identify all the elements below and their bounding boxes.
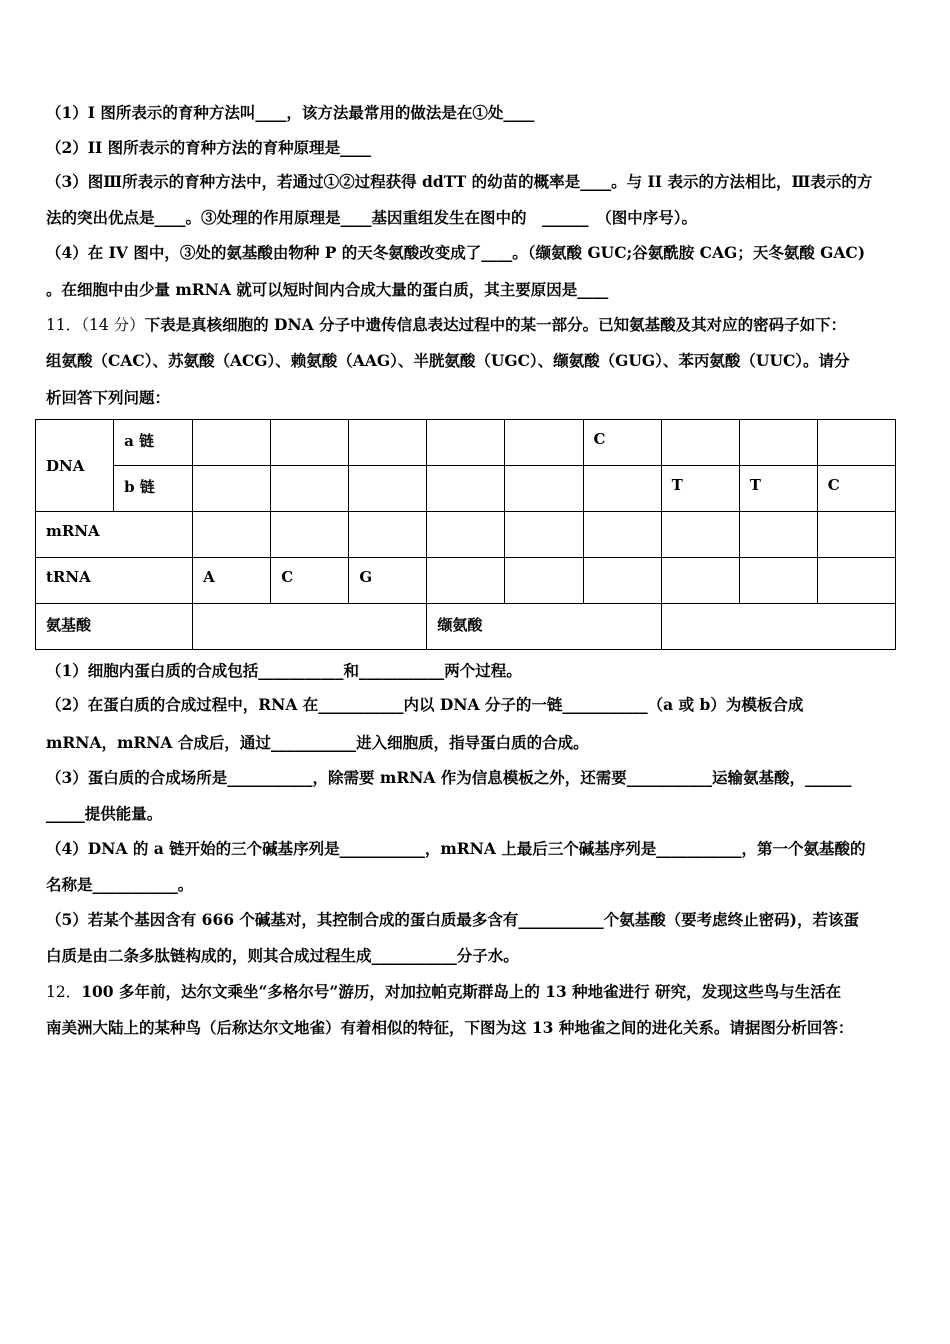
q10-part3-line1: （3）图Ⅲ所表示的育种方法中，若通过①②过程获得 ddTT 的幼苗的概率是____。与 II 表示的方法相比，Ⅲ表示的方 bbox=[46, 172, 873, 191]
table-cell bbox=[583, 466, 661, 512]
q10-part4-line2: 。在细胞中由少量 mRNA 就可以短时间内合成大量的蛋白质，其主要原因是____ bbox=[46, 280, 609, 299]
q11-part3-line2: _____提供能量。 bbox=[46, 804, 163, 823]
table-cell bbox=[193, 420, 271, 466]
table-cell bbox=[349, 420, 427, 466]
table-cell bbox=[505, 420, 583, 466]
a-chain-header: a 链 bbox=[114, 420, 193, 466]
q10-part2: （2）II 图所表示的育种方法的育种原理是____ bbox=[46, 138, 372, 157]
trna-header: tRNA bbox=[36, 558, 193, 604]
table-cell: A bbox=[193, 558, 271, 604]
table-cell bbox=[583, 558, 661, 604]
table-cell bbox=[193, 512, 271, 558]
table-cell bbox=[661, 558, 739, 604]
dna-header: DNA bbox=[36, 420, 114, 512]
amino-acid-header: 氨基酸 bbox=[36, 604, 193, 650]
q11-part2-line1: （2）在蛋白质的合成过程中，RNA 在___________内以 DNA 分子的一链___________（a 或 b）为模板合成 bbox=[46, 695, 804, 714]
table-cell: C bbox=[817, 466, 895, 512]
q11-part5-line2: 白质是由二条多肽链构成的，则其合成过程生成___________分子水。 bbox=[46, 946, 519, 965]
q11-number: 11． bbox=[46, 316, 82, 334]
table-row-b-chain bbox=[36, 466, 896, 512]
q10-part4-line1: （4）在 IV 图中，③处的氨基酸由物种 P 的天冬氨酸改变成了____。（缬氨酸 GUC;谷氨酰胺 CAG；天冬氨酸 GAC) bbox=[46, 243, 866, 262]
table-cell: G bbox=[349, 558, 427, 604]
q11-part4-line2: 名称是___________。 bbox=[46, 875, 194, 894]
table-cell bbox=[817, 512, 895, 558]
table-cell bbox=[505, 512, 583, 558]
q11-part5-line1: （5）若某个基因含有 666 个碱基对，其控制合成的蛋白质最多含有___________个氨基酸（要考虑终止密码)，若该蛋 bbox=[46, 910, 860, 929]
mrna-header: mRNA bbox=[36, 512, 193, 558]
q10-part3-line2: 法的突出优点是____。③处理的作用原理是____基因重组发生在图中的 ______ （图中序号）。 bbox=[46, 208, 698, 227]
table-cell bbox=[739, 512, 817, 558]
table-cell bbox=[661, 420, 739, 466]
q11-part3-line1: （3）蛋白质的合成场所是___________，除需要 mRNA 作为信息模板之外，还需要___________运输氨基酸，______ bbox=[46, 768, 852, 787]
table-cell bbox=[739, 420, 817, 466]
table-row-a-chain bbox=[36, 420, 896, 466]
table-cell bbox=[505, 558, 583, 604]
q11-intro-line2: 组氨酸（CAC）、苏氨酸（ACG）、赖氨酸（AAG）、半胱氨酸（UGC）、缬氨酸（GUG）、苯丙氨酸（UUC）。请分 bbox=[46, 351, 850, 370]
q11-intro-line1 bbox=[46, 315, 906, 335]
table-row-trna bbox=[36, 558, 896, 604]
table-cell: C bbox=[583, 420, 661, 466]
table-row-amino-acid bbox=[36, 604, 896, 650]
table-cell bbox=[739, 558, 817, 604]
table-cell bbox=[271, 466, 349, 512]
q12-intro-line1 bbox=[46, 982, 906, 1002]
table-cell bbox=[583, 512, 661, 558]
table-cell bbox=[817, 558, 895, 604]
table-cell: T bbox=[739, 466, 817, 512]
table-row-mrna bbox=[36, 512, 896, 558]
table-cell: 缬氨酸 bbox=[427, 604, 661, 650]
table-cell bbox=[349, 466, 427, 512]
q11-part1: （1）细胞内蛋白质的合成包括___________和___________两个过程。 bbox=[46, 661, 522, 680]
q12-intro-line2: 南美洲大陆上的某种鸟（后称达尔文地雀）有着相似的特征，下图为这 13 种地雀之间的进化关系。请据图分析回答： bbox=[46, 1018, 854, 1037]
table-cell bbox=[427, 512, 505, 558]
table-cell bbox=[661, 604, 895, 650]
table-cell bbox=[427, 420, 505, 466]
dna-expression-table bbox=[35, 419, 896, 650]
table-cell bbox=[271, 420, 349, 466]
table-cell bbox=[271, 512, 349, 558]
q12-intro-text: 100 多年前，达尔文乘坐“多格尔号”游历，对加拉帕克斯群岛上的 13 种地雀进行 研究，发现这些鸟与生活在 bbox=[81, 982, 842, 1001]
table-cell: T bbox=[661, 466, 739, 512]
q12-number: 12． bbox=[46, 983, 82, 1001]
table-cell bbox=[193, 604, 427, 650]
b-chain-header: b 链 bbox=[114, 466, 193, 512]
q11-intro-line3: 析回答下列问题： bbox=[46, 388, 171, 407]
q11-part4-line1: （4）DNA 的 a 链开始的三个碱基序列是___________，mRNA 上最后三个碱基序列是___________，第一个氨基酸的 bbox=[46, 839, 866, 858]
q11-intro-text: 下表是真核细胞的 DNA 分子中遗传信息表达过程中的某一部分。已知氨基酸及其对应的密码子如下： bbox=[144, 315, 847, 334]
q10-part1: （1）I 图所表示的育种方法叫____，该方法最常用的做法是在①处____ bbox=[46, 103, 535, 122]
table-cell bbox=[427, 466, 505, 512]
table-cell: C bbox=[271, 558, 349, 604]
table-cell bbox=[661, 512, 739, 558]
table-cell bbox=[193, 466, 271, 512]
table-cell bbox=[349, 512, 427, 558]
q11-part2-line2: mRNA，mRNA 合成后，通过___________进入细胞质，指导蛋白质的合成。 bbox=[46, 733, 589, 752]
table-cell bbox=[427, 558, 505, 604]
table-cell bbox=[505, 466, 583, 512]
q11-score: （14 分） bbox=[81, 316, 145, 334]
table-cell bbox=[817, 420, 895, 466]
